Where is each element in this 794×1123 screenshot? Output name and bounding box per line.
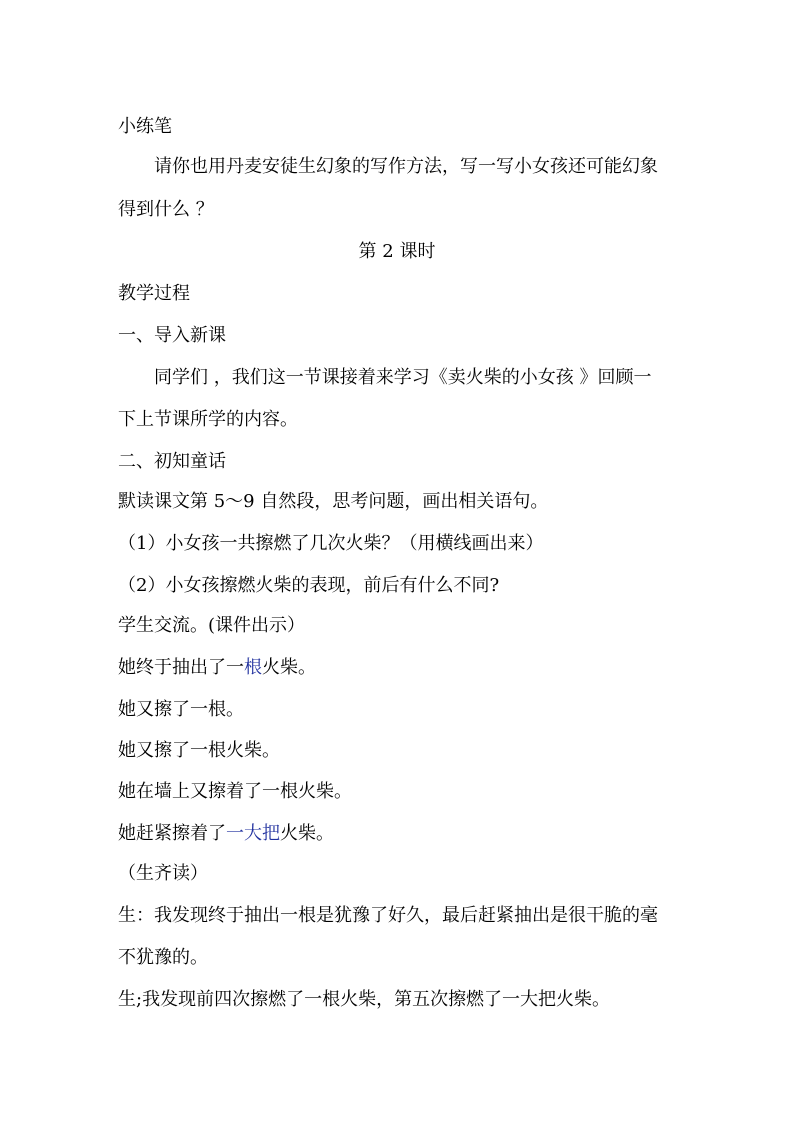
process-title: 教学过程 [118,283,190,304]
student-exchange: 学生交流。(课件出示） [118,615,306,636]
section1-title: 一、导入新课 [118,325,226,346]
question-2: （2）小女孩擦燃火柴的表现，前后有什么不同? [118,575,500,596]
quote-5-highlight: 一大把 [226,823,280,844]
quote-2: 她又擦了一根。 [118,699,244,720]
quote-1-end: 火柴。 [262,657,316,678]
section2-title: 二、初知童话 [118,451,226,472]
quote-3: 她又擦了一根火柴。 [118,740,280,761]
practice-prompt-line1: 请你也用丹麦安徒生幻象的写作方法，写一写小女孩还可能幻象 [154,156,658,177]
quote-4: 她在墙上又擦着了一根火柴。 [118,781,352,802]
section1-paragraph-line1: 同学们 ，我们这一节课接着来学习《卖火柴的小女孩 》回顾一 [154,367,652,388]
quote-1-highlight: 根 [244,657,262,678]
student-answer-2: 生;我发现前四次擦燃了一根火柴，第五次擦燃了一大把火柴。 [118,989,611,1010]
quote-1-text: 她终于抽出了一 [118,657,244,678]
quote-1 [118,656,688,680]
student-answer-1-line2: 不犹豫的。 [118,947,208,968]
student-answer-1-line1: 生：我发现终于抽出一根是犹豫了好久，最后赶紧抽出是很干脆的毫 [118,905,658,926]
practice-prompt-line2: 得到什么 ？ [118,199,214,220]
quote-5-text: 她赶紧擦着了 [118,823,226,844]
question-1: （1）小女孩一共擦燃了几次火柴？（用横线画出来） [118,533,544,554]
practice-title: 小练笔 [118,116,172,137]
section1-paragraph-line2: 下上节课所学的内容。 [118,409,298,430]
read-together-note: （生齐读） [118,863,208,884]
lesson-heading: 第 2 课时 [358,241,436,262]
quote-5-end: 火柴。 [280,823,334,844]
quote-5 [118,822,688,846]
reading-task: 默读课文第 5～9 自然段，思考问题，画出相关语句。 [118,491,549,512]
